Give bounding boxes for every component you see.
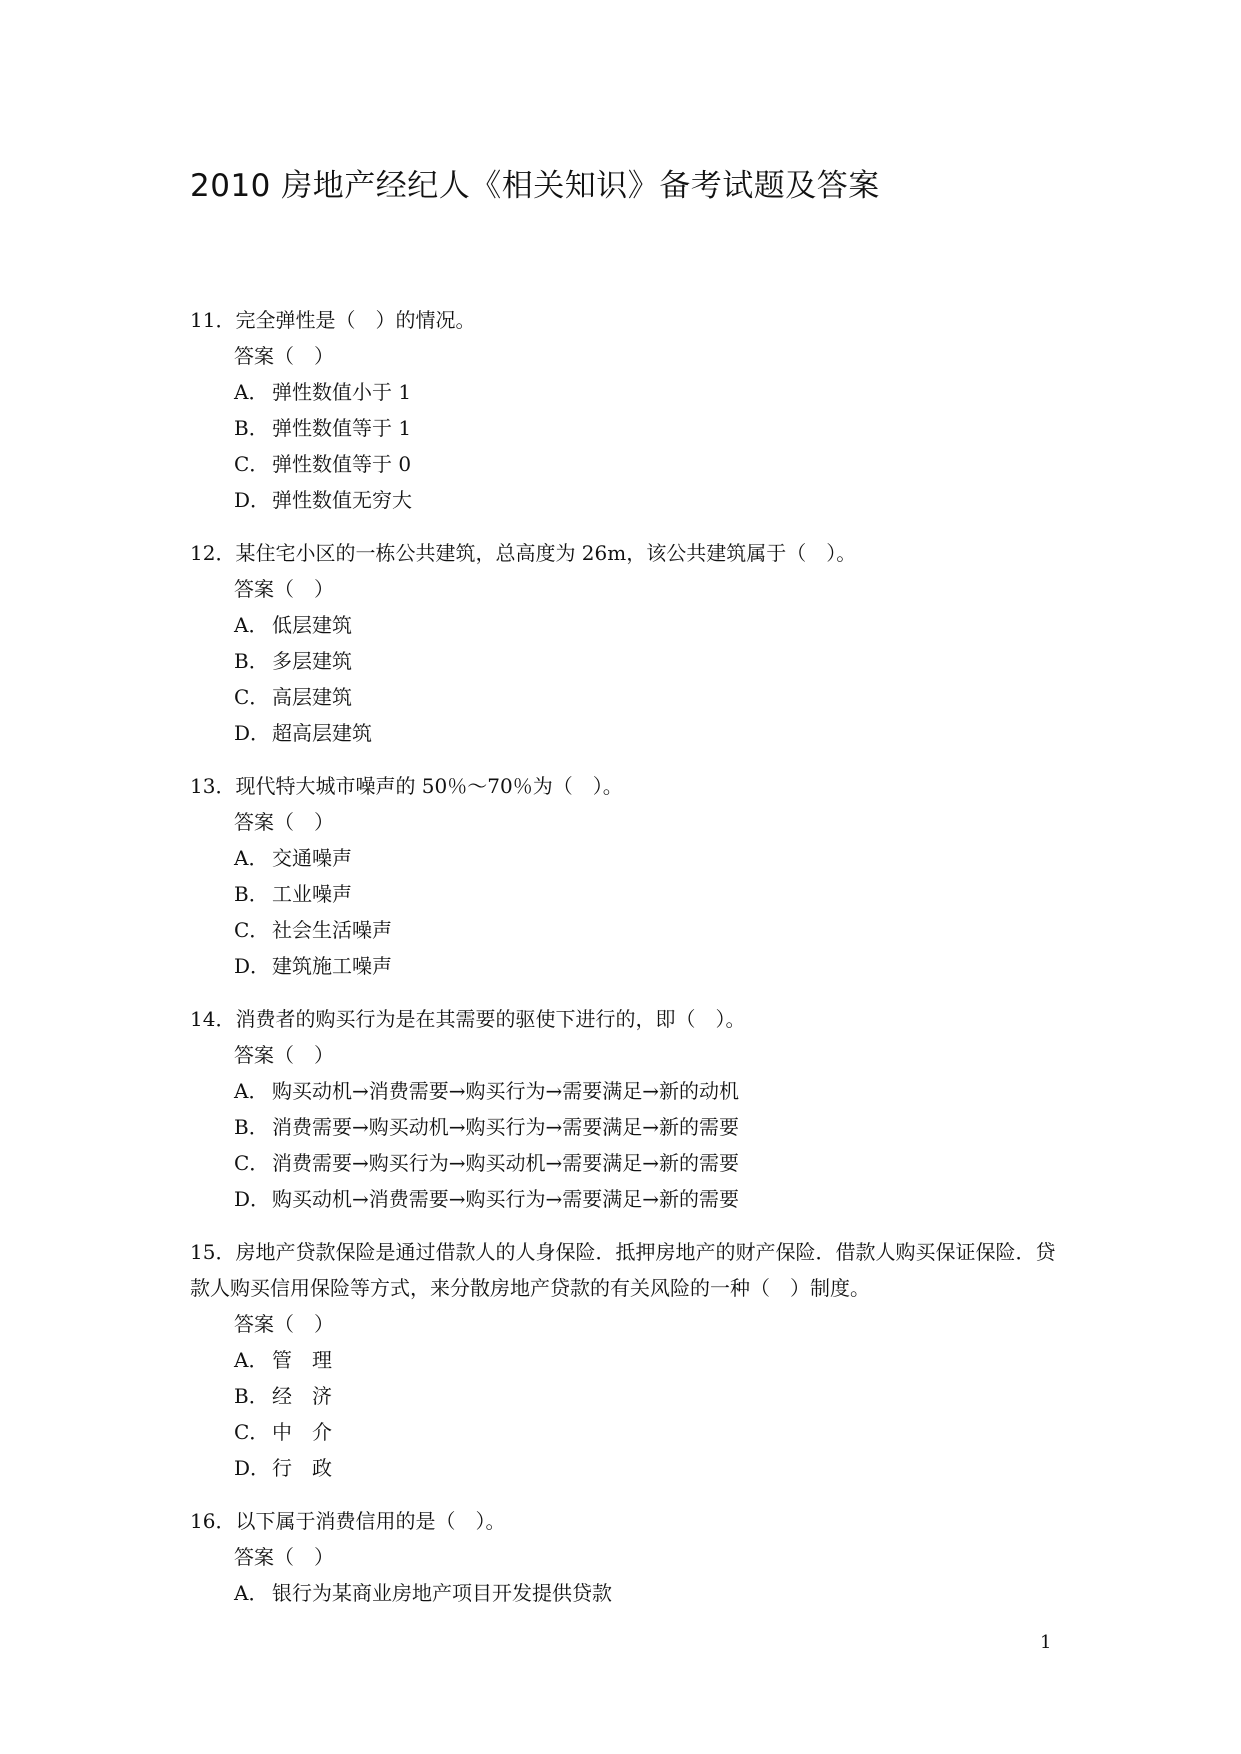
question-14 [190, 1001, 1065, 1217]
option-b: B． 多层建筑 [234, 649, 352, 673]
option-a: A． 低层建筑 [234, 613, 352, 637]
answer-placeholder: 答案（ ） [234, 1312, 334, 1336]
question-11 [190, 302, 1065, 518]
option-c: C． 消费需要→购买行为→购买动机→需要满足→新的需要 [234, 1151, 740, 1175]
question-stem [190, 1001, 1065, 1037]
question-number: 14． [190, 1007, 236, 1031]
answer-placeholder: 答案（ ） [234, 577, 334, 601]
option-b: B． 消费需要→购买动机→购买行为→需要满足→新的需要 [234, 1115, 740, 1139]
question-13 [190, 768, 1065, 984]
question-text: 某住宅小区的一栋公共建筑，总高度为 26m，该公共建筑属于（ ）。 [235, 541, 857, 565]
option-b: B． 弹性数值等于 1 [234, 416, 412, 440]
option-c: C． 弹性数值等于 0 [234, 452, 412, 476]
option-a: A． 银行为某商业房地产项目开发提供贷款 [234, 1581, 612, 1605]
page-title: 2010 房地产经纪人《相关知识》备考试题及答案 [190, 168, 880, 204]
question-number: 12． [190, 541, 236, 565]
question-number: 16． [190, 1509, 236, 1533]
option-d: D．超高层建筑 [234, 721, 372, 745]
option-b: B． 工业噪声 [234, 882, 352, 906]
answer-placeholder: 答案（ ） [234, 344, 334, 368]
question-text: 完全弹性是（ ）的情况。 [235, 308, 476, 332]
question-stem [190, 1503, 1065, 1539]
option-a: A． 弹性数值小于 1 [234, 380, 412, 404]
answer-placeholder: 答案（ ） [234, 810, 334, 834]
option-a: A． 管 理 [234, 1348, 332, 1372]
answer-placeholder: 答案（ ） [234, 1043, 334, 1067]
option-c: C． 社会生活噪声 [234, 918, 392, 942]
option-d: D．建筑施工噪声 [234, 954, 392, 978]
answer-placeholder: 答案（ ） [234, 1545, 334, 1569]
question-text: 消费者的购买行为是在其需要的驱使下进行的，即（ ）。 [235, 1007, 746, 1031]
question-stem [190, 535, 1065, 571]
option-b: B． 经 济 [234, 1384, 332, 1408]
question-12 [190, 535, 1065, 751]
question-15 [190, 1234, 1065, 1486]
option-c: C． 中 介 [234, 1420, 332, 1444]
option-d: D．行 政 [234, 1456, 332, 1480]
page-number: 1 [1040, 1632, 1052, 1653]
option-a: A． 交通噪声 [234, 846, 352, 870]
question-text: 以下属于消费信用的是（ ）。 [235, 1509, 506, 1533]
question-number: 11． [190, 308, 236, 332]
question-list [190, 302, 1065, 1628]
option-c: C． 高层建筑 [234, 685, 352, 709]
question-number: 13． [190, 774, 236, 798]
question-stem [190, 302, 1065, 338]
question-stem [190, 1234, 1065, 1306]
question-text: 房地产贷款保险是通过借款人的人身保险．抵押房地产的财产保险．借款人购买保证保险．贷款人购买信用保险等方式，来分散房地产贷款的有关风险的一种（ ）制度。 [190, 1240, 1056, 1300]
option-a: A． 购买动机→消费需要→购买行为→需要满足→新的动机 [234, 1079, 740, 1103]
option-d: D．弹性数值无穷大 [234, 488, 412, 512]
option-d: D．购买动机→消费需要→购买行为→需要满足→新的需要 [234, 1187, 740, 1211]
question-text: 现代特大城市噪声的 50％～70％为（ ）。 [235, 774, 623, 798]
question-stem [190, 768, 1065, 804]
question-number: 15． [190, 1240, 236, 1264]
question-16 [190, 1503, 1065, 1611]
